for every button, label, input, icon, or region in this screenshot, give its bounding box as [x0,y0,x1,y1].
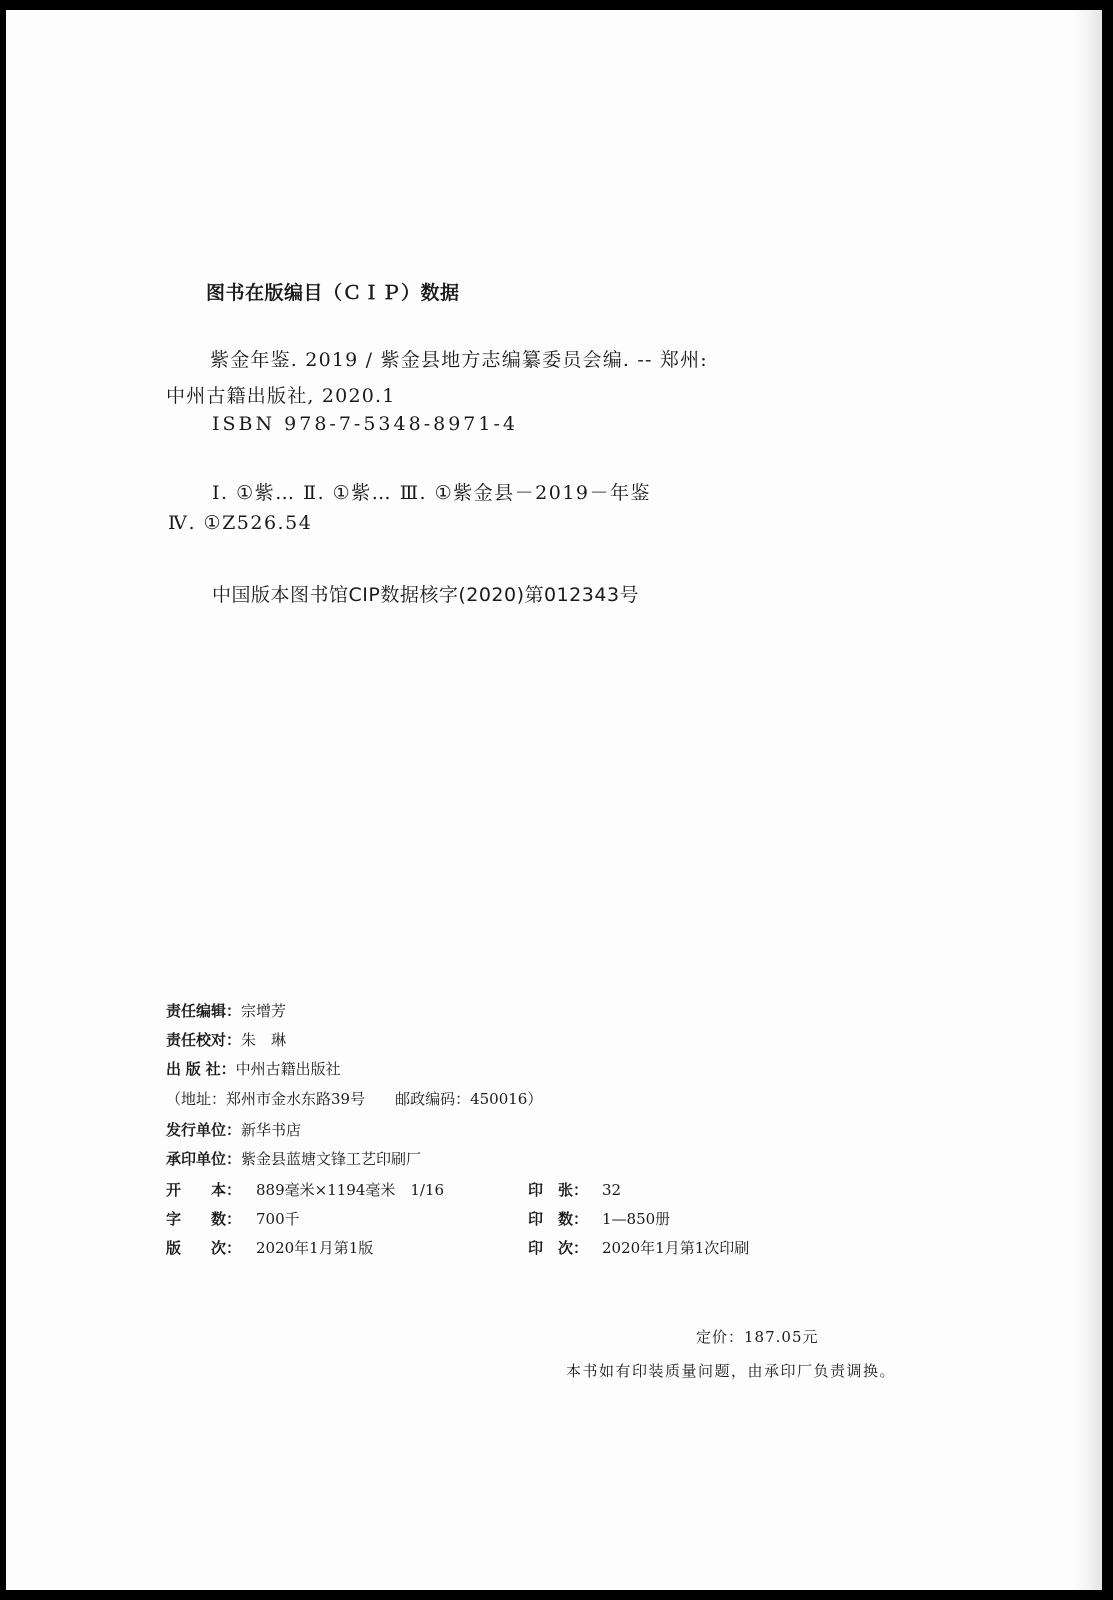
proofreader-label: 责任校对： [166,1031,242,1049]
format-label-a: 开 [166,1181,182,1199]
cip-record-line-2: 中州古籍出版社, 2020.1 [166,385,396,407]
cip-verification-number: 中国版本图书馆CIP数据核字(2020)第012343号 [212,584,640,606]
print-count-label-b: 数： [558,1210,589,1228]
printer-value: 紫金县蓝塘文锋工艺印刷厂 [241,1150,422,1168]
print-run-label [528,1237,602,1258]
printer-row [166,1148,421,1169]
format-label-b: 本： [211,1181,242,1199]
cip-title: 图书在版编目（ＣＩＰ）数据 [206,282,460,304]
publisher-address: （地址：郑州市金水东路39号 邮政编码：450016） [166,1090,543,1108]
printed-sheets-label-a: 印 [528,1181,544,1199]
printer-label: 承印单位： [166,1150,242,1168]
publisher-label-a: 出 [166,1060,182,1078]
cip-isbn: ISBN 978-7-5348-8971-4 [212,413,518,435]
editor-value: 宗增芳 [241,1002,287,1020]
edition-row [166,1237,373,1258]
publisher-value: 中州古籍出版社 [235,1060,341,1078]
print-run-value: 2020年1月第1次印刷 [602,1239,750,1257]
print-run-label-a: 印 [528,1239,544,1257]
edition-label [166,1237,256,1258]
proofreader-row [166,1029,286,1050]
print-count-row [528,1208,670,1229]
print-run-row [528,1237,749,1258]
word-count-label-a: 字 [166,1210,182,1228]
print-run-label-b: 次： [558,1239,589,1257]
cip-classification-line-2: Ⅳ. ①Z526.54 [168,512,313,534]
distributor-value: 新华书店 [241,1121,302,1139]
print-count-label-a: 印 [528,1210,544,1228]
proofreader-value: 朱 琳 [241,1031,287,1049]
edition-label-a: 版 [166,1239,182,1257]
word-count-value: 700千 [256,1210,300,1228]
editor-row [166,1000,286,1021]
printed-sheets-label [528,1179,602,1200]
word-count-label [166,1208,256,1229]
quality-notice: 本书如有印装质量问题，由承印厂负责调换。 [566,1362,897,1380]
publisher-label-c: 社： [205,1060,236,1078]
price: 定价：187.05元 [696,1328,819,1346]
print-count-label [528,1208,602,1229]
word-count-row [166,1208,300,1229]
format-label [166,1179,256,1200]
distributor-row [166,1119,301,1140]
format-row [166,1179,444,1200]
distributor-label: 发行单位： [166,1121,242,1139]
cip-classification-line-1: Ⅰ. ①紫… Ⅱ. ①紫… Ⅲ. ①紫金县－2019－年鉴 [212,482,652,504]
publisher-row [166,1058,341,1079]
format-value: 889毫米×1194毫米 1/16 [256,1181,445,1199]
print-count-value: 1—850册 [602,1210,671,1228]
editor-label: 责任编辑： [166,1002,242,1020]
copyright-page [6,10,1102,1590]
edition-label-b: 次： [211,1239,242,1257]
edition-value: 2020年1月第1版 [256,1239,374,1257]
publisher-label-b: 版 [185,1060,201,1078]
printed-sheets-label-b: 张： [558,1181,589,1199]
printed-sheets-value: 32 [602,1181,622,1199]
cip-record-line-1: 紫金年鉴. 2019 / 紫金县地方志编纂委员会编. -- 郑州: [210,349,708,371]
page-gutter-shadow [1074,10,1102,1590]
printed-sheets-row [528,1179,621,1200]
word-count-label-b: 数： [211,1210,242,1228]
